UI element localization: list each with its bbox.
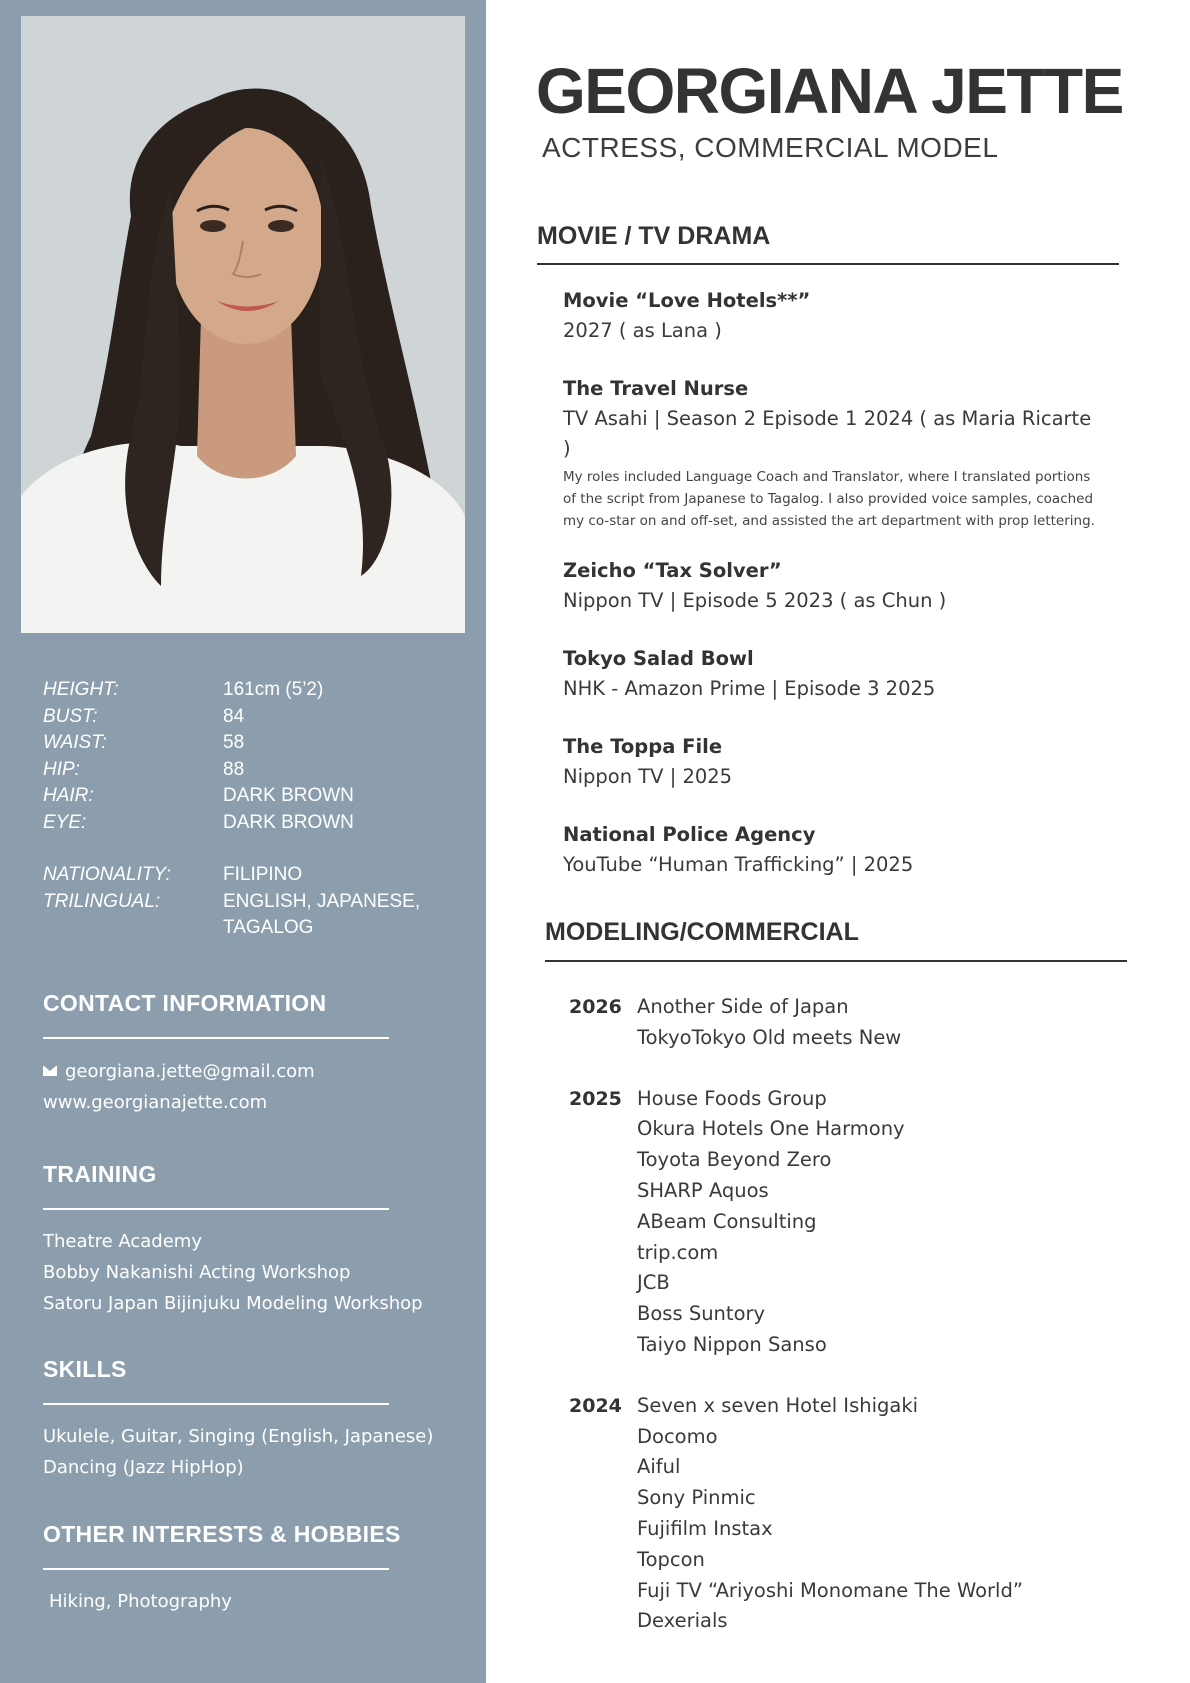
client-list [637,1084,905,1361]
movie-tv-credits [563,286,1103,908]
client-item: Fuji TV “Ariyoshi Monomane The World” [637,1578,1023,1602]
stat-row-hair [43,783,453,810]
credit-item [563,374,1103,532]
credit-title: The Travel Nurse [563,377,749,400]
divider [545,960,1127,962]
client-list [637,1391,1023,1637]
portrait-photo [21,16,465,633]
client-item: Okura Hotels One Harmony [637,1117,905,1141]
stat-label: TRILINGUAL: [43,890,161,912]
skills-heading: SKILLS [43,1356,127,1382]
stat-row-languages [43,889,453,916]
client-item: SHARP Aquos [637,1178,769,1202]
client-item: Docomo [637,1424,718,1448]
stat-row-waist [43,730,453,757]
mail-icon [43,1066,57,1076]
stat-label [43,915,223,942]
stat-label: HAIR: [43,785,94,806]
training-item: Bobby Nakanishi Acting Workshop [43,1262,351,1283]
modeling-heading: MODELING/COMMERCIAL [545,918,859,946]
year-label: 2026 [569,996,622,1018]
contact-section [43,990,463,1118]
stat-row-bust [43,704,453,731]
website-line [43,1087,463,1118]
divider [43,1403,389,1405]
client-item: Seven x seven Hotel Ishigaki [637,1393,919,1417]
body-stats [43,677,453,942]
client-item: House Foods Group [637,1086,827,1110]
credit-item [563,286,1103,346]
client-item: JCB [637,1271,670,1295]
sidebar [0,0,486,1683]
stat-value: DARK BROWN [223,785,354,806]
client-item: trip.com [637,1240,719,1264]
credit-item [563,556,1103,616]
person-role: ACTRESS, COMMERCIAL MODEL [542,132,999,163]
stat-value: 84 [223,705,245,727]
stat-value: 88 [223,758,245,780]
credit-title: Tokyo Salad Bowl [563,647,754,670]
stat-row-languages-cont [43,915,453,942]
stat-label: HIP: [43,758,80,780]
year-block-2026 [569,992,1109,1054]
credit-item [563,820,1103,880]
training-item: Theatre Academy [43,1231,202,1252]
client-list [637,992,901,1054]
stat-row-eye [43,810,453,837]
client-item: ABeam Consulting [637,1209,817,1233]
stat-value: ENGLISH, JAPANESE, [223,890,421,912]
contact-heading: CONTACT INFORMATION [43,990,327,1016]
person-name: GEORGIANA JETTE [536,55,1123,127]
credit-title: The Toppa File [563,735,723,758]
stat-value: FILIPINO [223,864,303,885]
year-label: 2025 [569,1087,622,1110]
stat-label: HEIGHT: [43,679,119,700]
credit-detail: 2027 ( as Lana ) [563,319,722,342]
portrait-illustration [21,16,465,633]
client-item: Aiful [637,1455,681,1479]
divider [43,1208,389,1210]
client-item: Another Side of Japan [637,995,849,1018]
stat-row-height [43,677,453,704]
year-label: 2024 [569,1394,622,1417]
credit-item [563,644,1103,704]
divider [537,263,1119,265]
year-block-2025 [569,1084,1109,1361]
hobbies-heading: OTHER INTERESTS & HOBBIES [43,1521,401,1547]
training-heading: TRAINING [43,1161,157,1187]
stat-row-hip [43,757,453,784]
credit-title: Zeicho “Tax Solver” [563,559,782,582]
modeling-credits [569,992,1109,1667]
year-block-2024 [569,1391,1109,1637]
client-item: Sony Pinmic [637,1486,756,1510]
stat-label: EYE: [43,811,87,833]
stat-label: WAIST: [43,732,107,753]
credit-description: My roles included Language Coach and Translator, where I translated portions of the script from Japanese to Tagalog. I also provided voice samples, coached my co-star on and off-set, and assisted the art department with prop lettering. [563,469,1095,529]
stat-label: NATIONALITY: [43,864,171,885]
client-item: Topcon [637,1547,705,1571]
stat-value: 161cm (5’2) [223,679,324,700]
credit-detail: NHK - Amazon Prime | Episode 3 2025 [563,677,936,700]
divider [43,1568,389,1570]
credit-detail: Nippon TV | Episode 5 2023 ( as Chun ) [563,589,947,612]
client-item: Toyota Beyond Zero [637,1148,832,1172]
client-item: Boss Suntory [637,1302,766,1326]
website-link[interactable]: www.georgianajette.com [43,1092,268,1113]
email-line [43,1056,463,1087]
skills-section [43,1356,463,1483]
stat-gap [43,836,453,862]
hobby-item: Hiking, Photography [49,1591,232,1612]
email-link[interactable]: georgiana.jette@gmail.com [65,1061,315,1082]
credit-detail: Nippon TV | 2025 [563,765,733,788]
credit-detail: TV Asahi | Season 2 Episode 1 2024 ( as Maria Ricarte ) [563,407,1092,460]
movie-tv-heading: MOVIE / TV DRAMA [537,222,771,250]
client-item: Fujifilm Instax [637,1516,773,1540]
skill-item: Dancing (Jazz HipHop) [43,1457,244,1478]
stat-row-nationality [43,862,453,889]
training-item: Satoru Japan Bijinjuku Modeling Workshop [43,1293,423,1314]
stat-label: BUST: [43,705,98,727]
stat-value: TAGALOG [223,917,314,938]
credit-title: National Police Agency [563,823,816,846]
credit-detail: YouTube “Human Trafficking” | 2025 [563,853,914,876]
skill-item: Ukulele, Guitar, Singing (English, Japanese) [43,1426,434,1447]
credit-title: Movie “Love Hotels**” [563,289,811,312]
client-item: Dexerials [637,1609,728,1633]
credit-item [563,732,1103,792]
training-section [43,1161,463,1319]
stat-value: 58 [223,732,245,753]
divider [43,1037,389,1039]
hobbies-section [43,1521,463,1617]
client-item: Taiyo Nippon Sanso [637,1332,827,1356]
client-item: TokyoTokyo Old meets New [637,1025,902,1049]
stat-value: DARK BROWN [223,811,354,833]
